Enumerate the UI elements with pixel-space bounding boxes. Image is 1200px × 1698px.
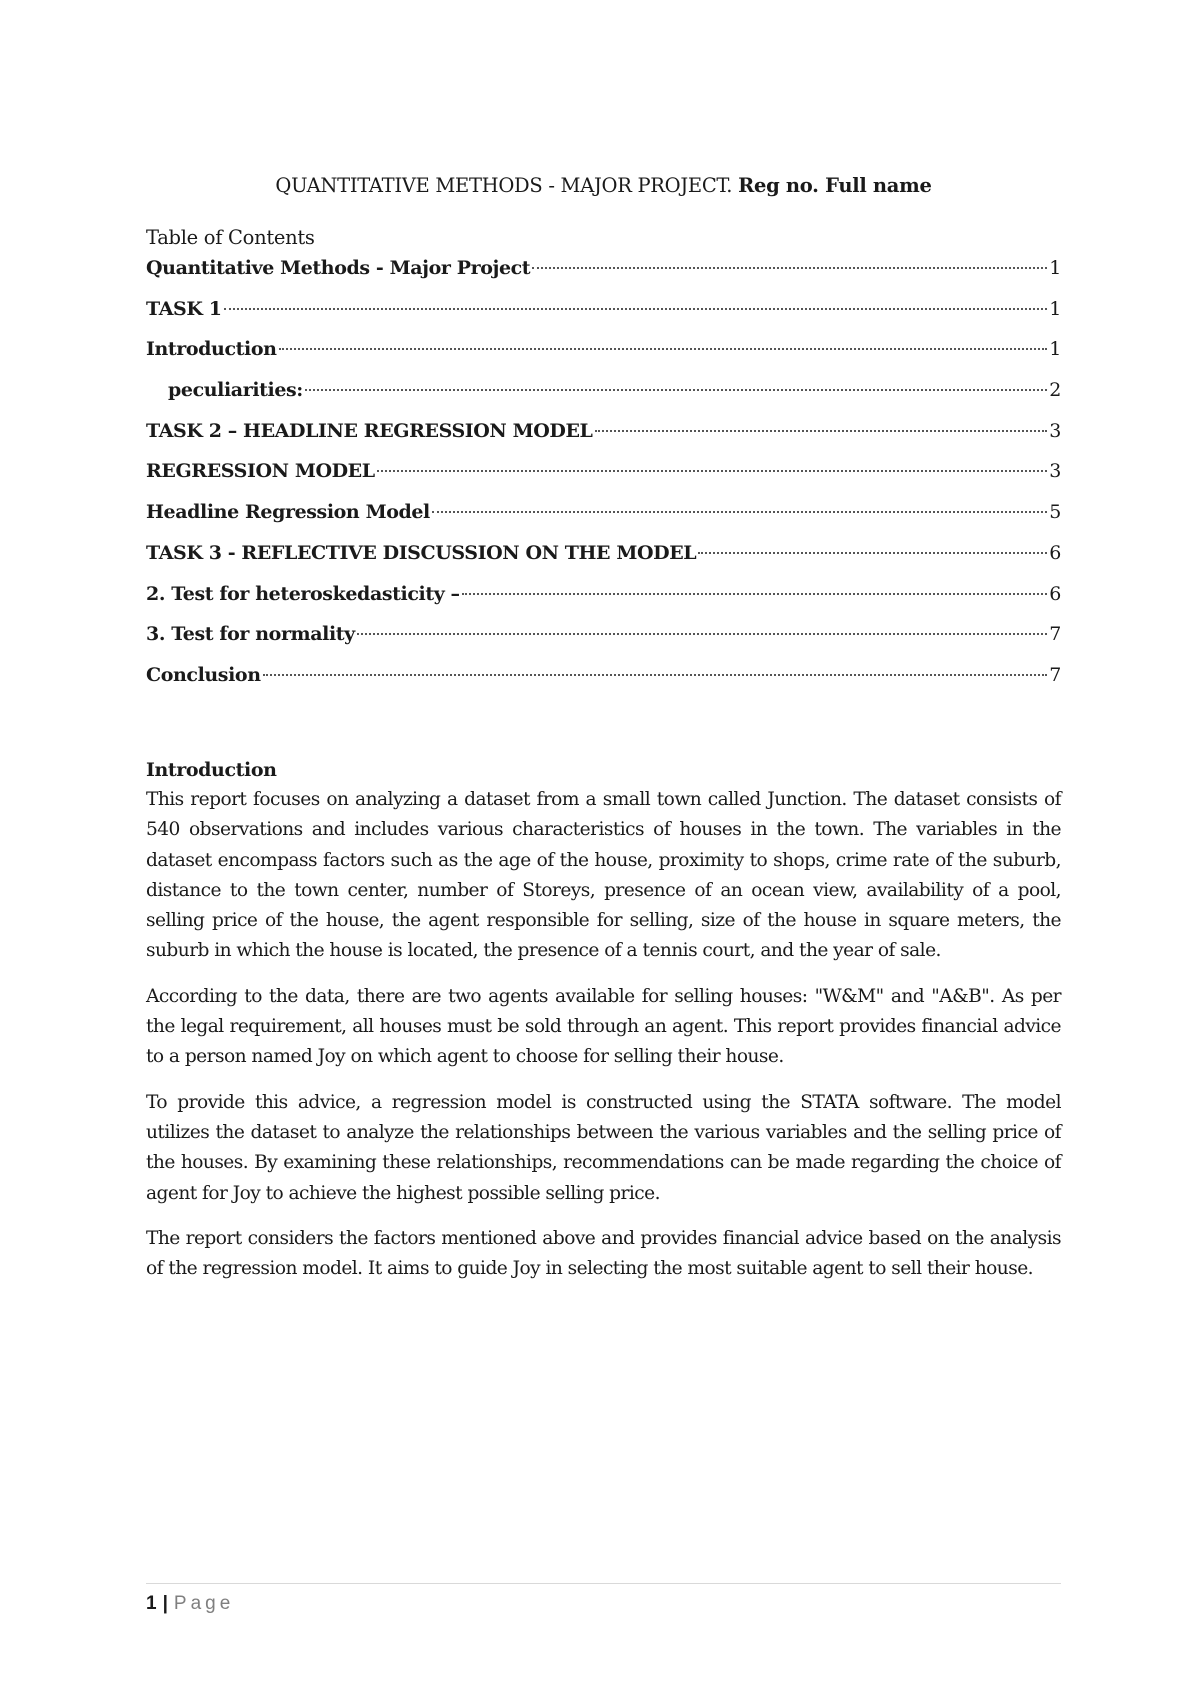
section-heading: Introduction [146, 759, 277, 781]
toc-heading: Table of Contents [146, 226, 315, 249]
document-title [146, 172, 1061, 200]
toc-dot-leader [698, 552, 1047, 554]
toc-list [146, 254, 1061, 702]
toc-dot-leader [377, 470, 1048, 472]
toc-entry-title: Quantitative Methods - Major Project [146, 257, 531, 279]
toc-entry[interactable] [146, 580, 1061, 621]
toc-entry-title: REGRESSION MODEL [146, 460, 375, 483]
body-paragraph: To provide this advice, a regression model is constructed using the STATA software. The model utilizes the dataset to analyze the relationships between the various variables and the selling price of the houses. By examining these relationships, recommendations can be made regarding the choice of agent for Joy to achieve the highest possible selling price. [146, 1091, 1061, 1204]
footer-separator: | [162, 1593, 168, 1614]
toc-entry-title: 3. Test for normality [146, 623, 355, 646]
toc-entry-title: TASK 1 [146, 297, 222, 320]
toc-dot-leader [595, 430, 1048, 432]
table-of-contents [146, 224, 1061, 702]
page-footer [146, 1591, 234, 1617]
toc-entry[interactable] [146, 539, 1061, 580]
toc-entry-page: 2 [1049, 379, 1061, 402]
toc-dot-leader [432, 511, 1047, 513]
page-number: 1 [146, 1593, 157, 1614]
toc-entry[interactable] [146, 335, 1061, 376]
toc-entry-title: Headline Regression Model [146, 501, 430, 524]
toc-entry[interactable] [146, 457, 1061, 498]
toc-entry[interactable] [146, 254, 1061, 295]
footer-divider [146, 1583, 1061, 1584]
toc-entry-title: TASK 2 – HEADLINE REGRESSION MODEL [146, 419, 593, 442]
toc-entry-page: 1 [1049, 297, 1061, 320]
toc-entry-title: 2. Test for heteroskedasticity – [146, 582, 460, 605]
toc-entry[interactable] [146, 498, 1061, 539]
title-regular: QUANTITATIVE METHODS - MAJOR PROJECT. [275, 174, 739, 197]
toc-entry-page: 5 [1049, 501, 1061, 524]
toc-dot-leader [263, 674, 1048, 676]
toc-dot-leader [357, 633, 1047, 635]
body-paragraph: This report focuses on analyzing a dataset from a small town called Junction. The dataset consists of 540 observations and includes various characteristics of houses in the town. The variables in the dataset encompass factors such as the age of the house, proximity to shops, crime rate of the suburb, distance to the town center, number of Storeys, presence of an ocean view, availability of a pool, selling price of the house, the agent responsible for selling, size of the house in square meters, the suburb in which the house is located, the presence of a tennis court, and the year of sale. [146, 789, 1061, 962]
toc-dot-leader [224, 308, 1048, 310]
toc-entry[interactable] [146, 295, 1061, 336]
toc-entry-page: 3 [1049, 419, 1061, 442]
body-paragraph: According to the data, there are two agents available for selling houses: "W&M" and "A&B". As per the legal requirement, all houses must be sold through an agent. This report provides financial advice to a person named Joy on which agent to choose for selling their house. [146, 985, 1061, 1068]
toc-entry[interactable] [146, 661, 1061, 702]
toc-entry[interactable] [146, 417, 1061, 458]
toc-entry-page: 1 [1049, 338, 1061, 361]
toc-dot-leader [532, 267, 1047, 269]
toc-entry[interactable] [146, 620, 1061, 661]
toc-entry-page: 7 [1049, 623, 1061, 646]
toc-entry-page: 3 [1049, 460, 1061, 483]
toc-entry-page: 7 [1049, 663, 1061, 686]
toc-entry-title: Conclusion [146, 663, 261, 686]
toc-dot-leader [462, 593, 1048, 595]
toc-entry-page: 1 [1049, 257, 1061, 279]
toc-entry[interactable] [146, 376, 1061, 417]
toc-entry-page: 6 [1049, 541, 1061, 564]
toc-entry-title: Introduction [146, 338, 277, 361]
toc-entry-page: 6 [1049, 582, 1061, 605]
toc-dot-leader [279, 348, 1048, 350]
toc-entry-title: peculiarities: [168, 379, 303, 402]
body-paragraph: The report considers the factors mentioned above and provides financial advice based on the analysis of the regression model. It aims to guide Joy in selecting the most suitable agent to sell their house. [146, 1227, 1061, 1280]
title-bold: Reg no. Full name [738, 174, 932, 197]
introduction-section [146, 756, 1061, 1299]
toc-dot-leader [305, 389, 1047, 391]
toc-entry-title: TASK 3 - REFLECTIVE DISCUSSION ON THE MODEL [146, 541, 697, 564]
page-label: Page [173, 1593, 235, 1614]
